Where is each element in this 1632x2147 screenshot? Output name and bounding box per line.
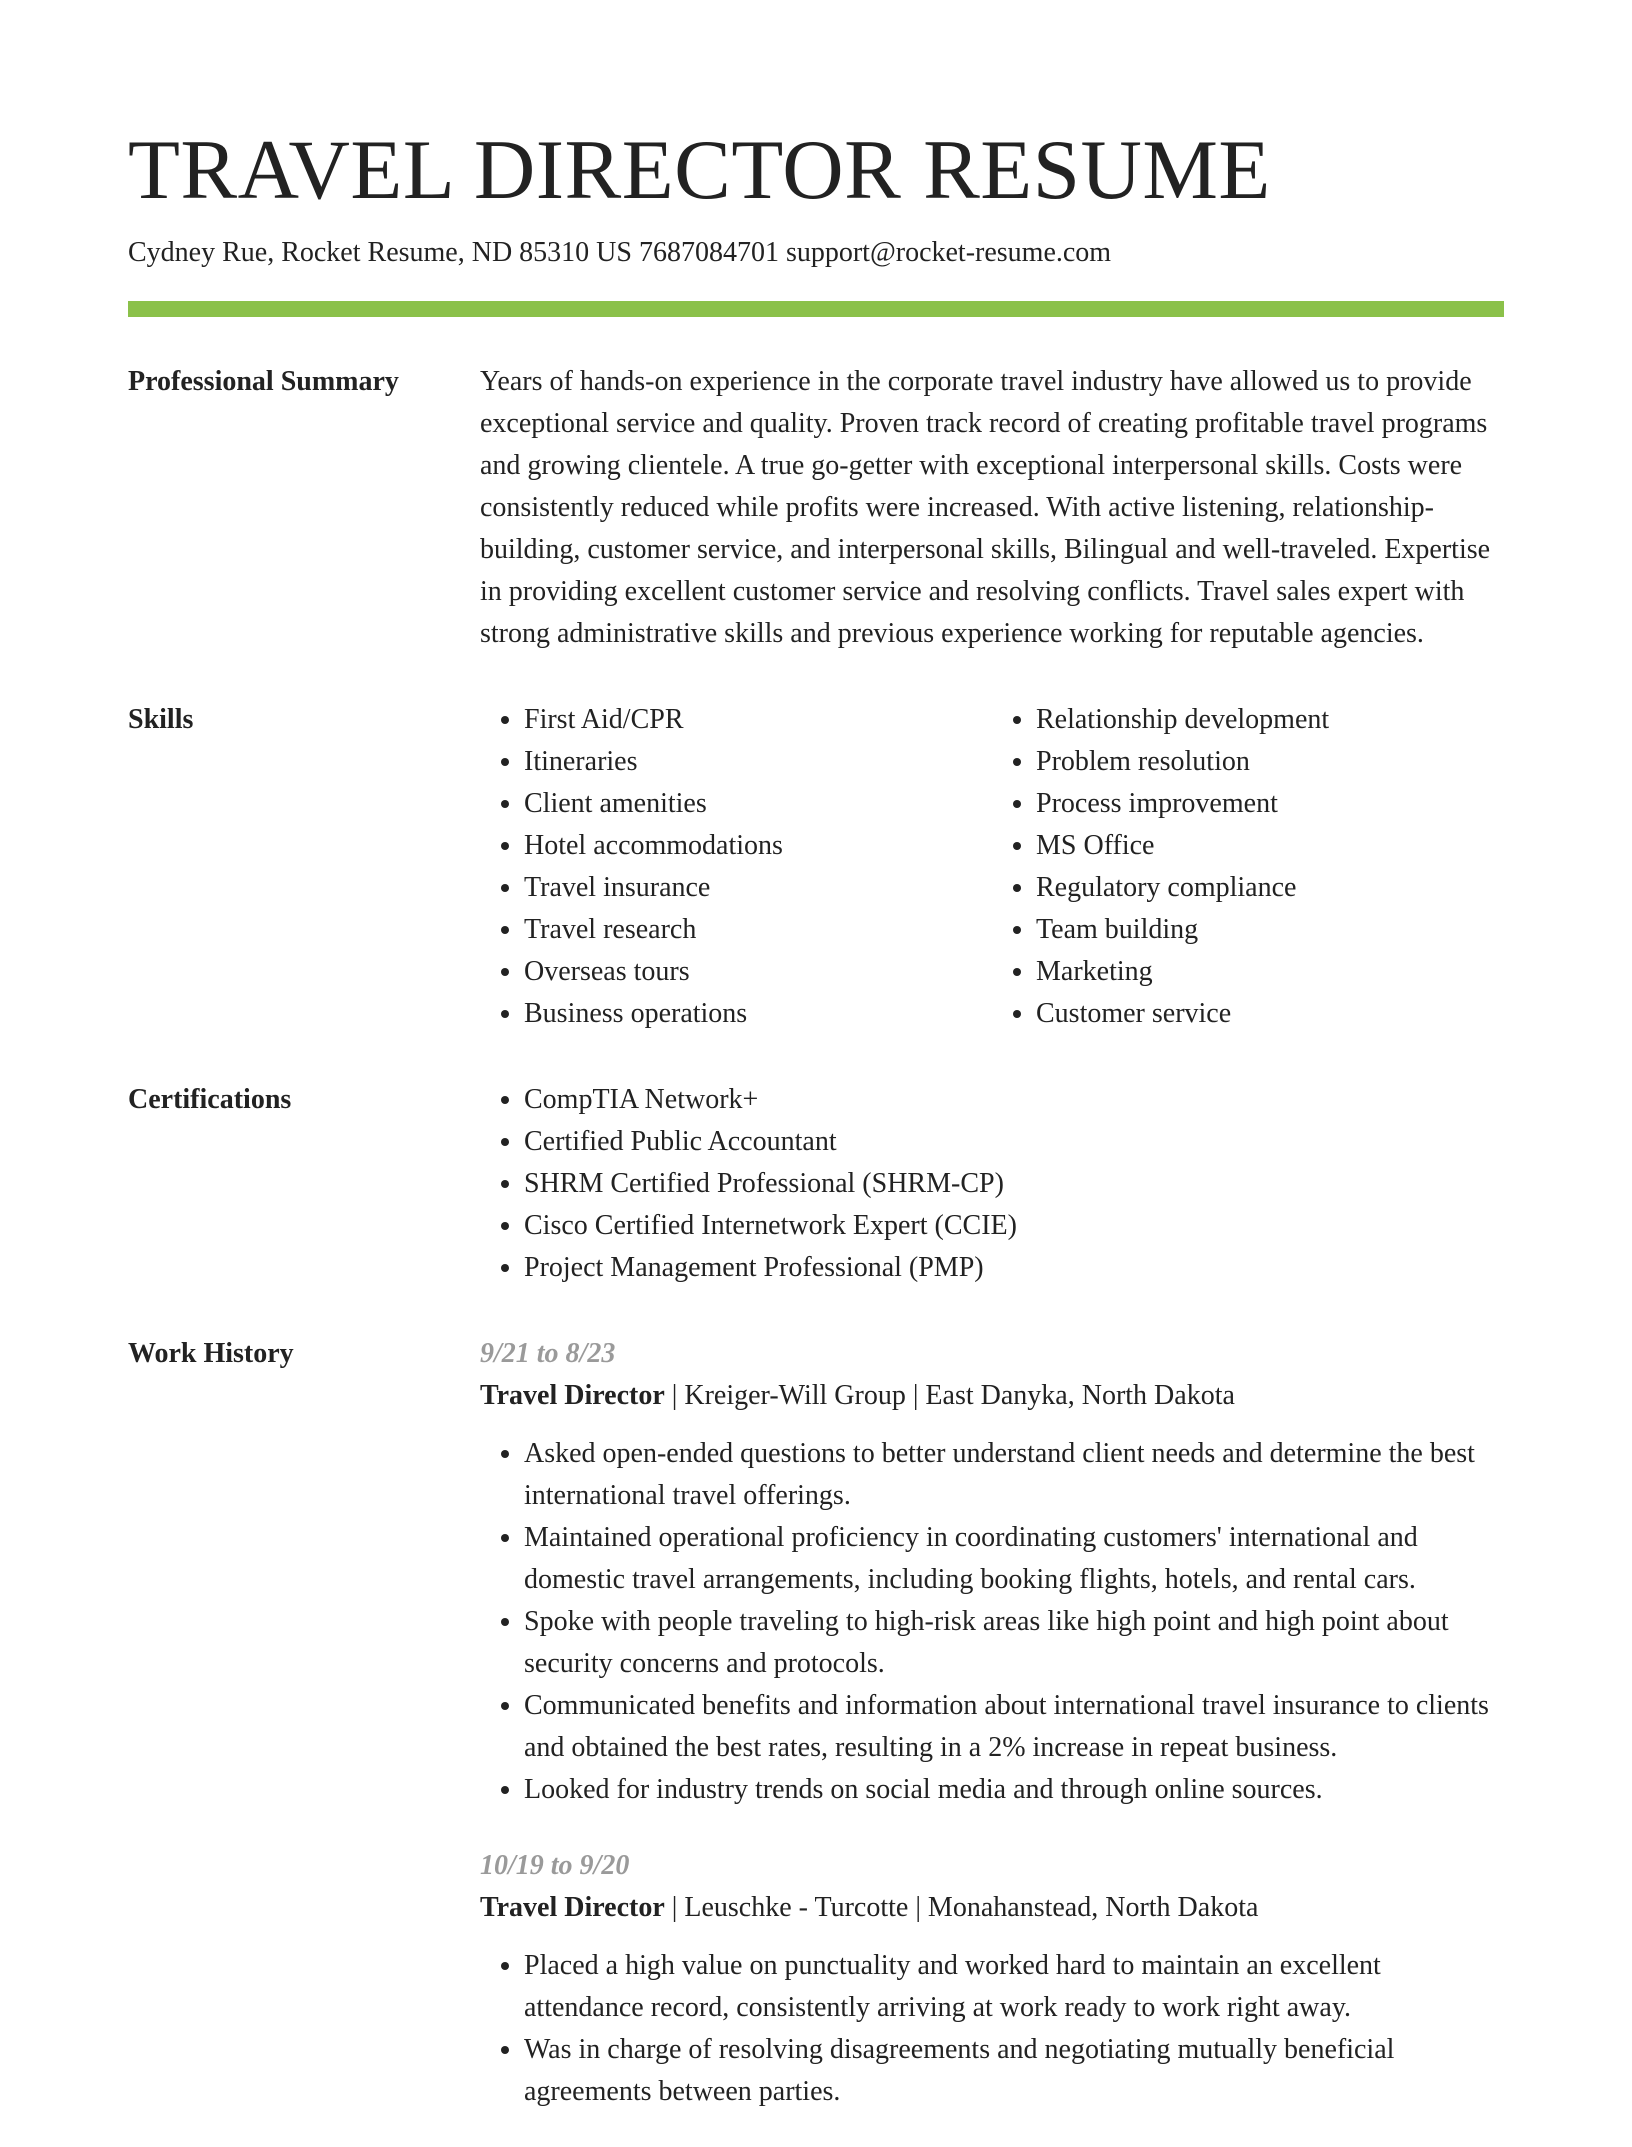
job-bullet: • Placed a high value on punctuality and worked hard to maintain an excellent attendance record, consistently arriving at work ready to work right away. <box>524 1945 1504 2029</box>
certifications-section <box>128 1079 1504 1289</box>
resume-page <box>128 118 1504 2147</box>
job-bullet: • Looked for industry trends on social media and through online sources. <box>524 1769 1504 1811</box>
job-bullets <box>480 1433 1504 1811</box>
section-label-certifications: Certifications <box>128 1084 292 1115</box>
work-history-section <box>128 1333 1504 2147</box>
skill-item: • Process improvement <box>1036 783 1504 825</box>
job-bullet: • Was in charge of resolving disagreements and negotiating mutually beneficial agreements between parties. <box>524 2029 1504 2113</box>
skills-section <box>128 699 1504 1035</box>
job-dates: 10/19 to 9/20 <box>480 1850 630 1881</box>
skill-item: • Overseas tours <box>524 951 992 993</box>
contact-line: Cydney Rue, Rocket Resume, ND 85310 US 7687084701 support@rocket-resume.com <box>128 237 1112 268</box>
job-entry <box>480 1845 1504 2113</box>
skill-item: • Client amenities <box>524 783 992 825</box>
certification-item: • Project Management Professional (PMP) <box>524 1247 1504 1289</box>
certification-item: • Cisco Certified Internetwork Expert (CCIE) <box>524 1205 1504 1247</box>
skill-item: • MS Office <box>1036 825 1504 867</box>
certification-item: • SHRM Certified Professional (SHRM-CP) <box>524 1163 1504 1205</box>
skill-item: • Itineraries <box>524 741 992 783</box>
job-bullets <box>480 1945 1504 2113</box>
skills-list-left <box>480 699 992 1035</box>
certifications-list <box>480 1079 1504 1289</box>
job-bullet: • Spoke with people traveling to high-risk areas like high point and high point about security concerns and protocols. <box>524 1601 1504 1685</box>
section-label-work-history: Work History <box>128 1338 294 1369</box>
job-heading <box>480 1887 1504 1929</box>
skill-item: • Travel research <box>524 909 992 951</box>
certification-item: • Certified Public Accountant <box>524 1121 1504 1163</box>
skill-item: • First Aid/CPR <box>524 699 992 741</box>
skill-item: • Problem resolution <box>1036 741 1504 783</box>
summary-section <box>128 361 1504 655</box>
job-bullet: • Communicated benefits and information about international travel insurance to clients and obtained the best rates, resulting in a 2% increase in repeat business. <box>524 1685 1504 1769</box>
job-dates: 9/21 to 8/23 <box>480 1338 616 1369</box>
skill-item: • Travel insurance <box>524 867 992 909</box>
skill-item: • Marketing <box>1036 951 1504 993</box>
skill-item: • Hotel accommodations <box>524 825 992 867</box>
accent-divider <box>128 301 1504 317</box>
job-role: Travel Director <box>480 1380 665 1411</box>
job-details: | Leuschke - Turcotte | Monahanstead, North Dakota <box>664 1892 1259 1923</box>
job-bullet: • Asked open-ended questions to better understand client needs and determine the best international travel offerings. <box>524 1433 1504 1517</box>
job-role: Travel Director <box>480 1892 665 1923</box>
job-details: | Kreiger-Will Group | East Danyka, North Dakota <box>664 1380 1235 1411</box>
certification-item: • CompTIA Network+ <box>524 1079 1504 1121</box>
skill-item: • Business operations <box>524 993 992 1035</box>
job-bullet: • Maintained operational proficiency in coordinating customers' international and domestic travel arrangements, including booking flights, hotels, and rental cars. <box>524 1517 1504 1601</box>
skill-item: • Regulatory compliance <box>1036 867 1504 909</box>
summary-text: Years of hands-on experience in the corporate travel industry have allowed us to provide exceptional service and quality. Proven track record of creating profitable travel programs and growing clientele. A true go-getter with exceptional interpersonal skills. Costs were consistently reduced while profits were increased. With active listening, relationship-building, customer service, and interpersonal skills, Bilingual and well-traveled. Expertise in providing excellent customer service and resolving conflicts. Travel sales expert with strong administrative skills and previous experience working for reputable agencies. <box>480 366 1491 649</box>
skill-item: • Customer service <box>1036 993 1504 1035</box>
skill-item: • Team building <box>1036 909 1504 951</box>
job-entry <box>480 1333 1504 1811</box>
skill-item: • Relationship development <box>1036 699 1504 741</box>
section-label-skills: Skills <box>128 704 194 735</box>
job-heading <box>480 1375 1504 1417</box>
section-label-summary: Professional Summary <box>128 366 399 397</box>
skills-list-right <box>992 699 1504 1035</box>
resume-title: TRAVEL DIRECTOR RESUME <box>128 123 1271 217</box>
